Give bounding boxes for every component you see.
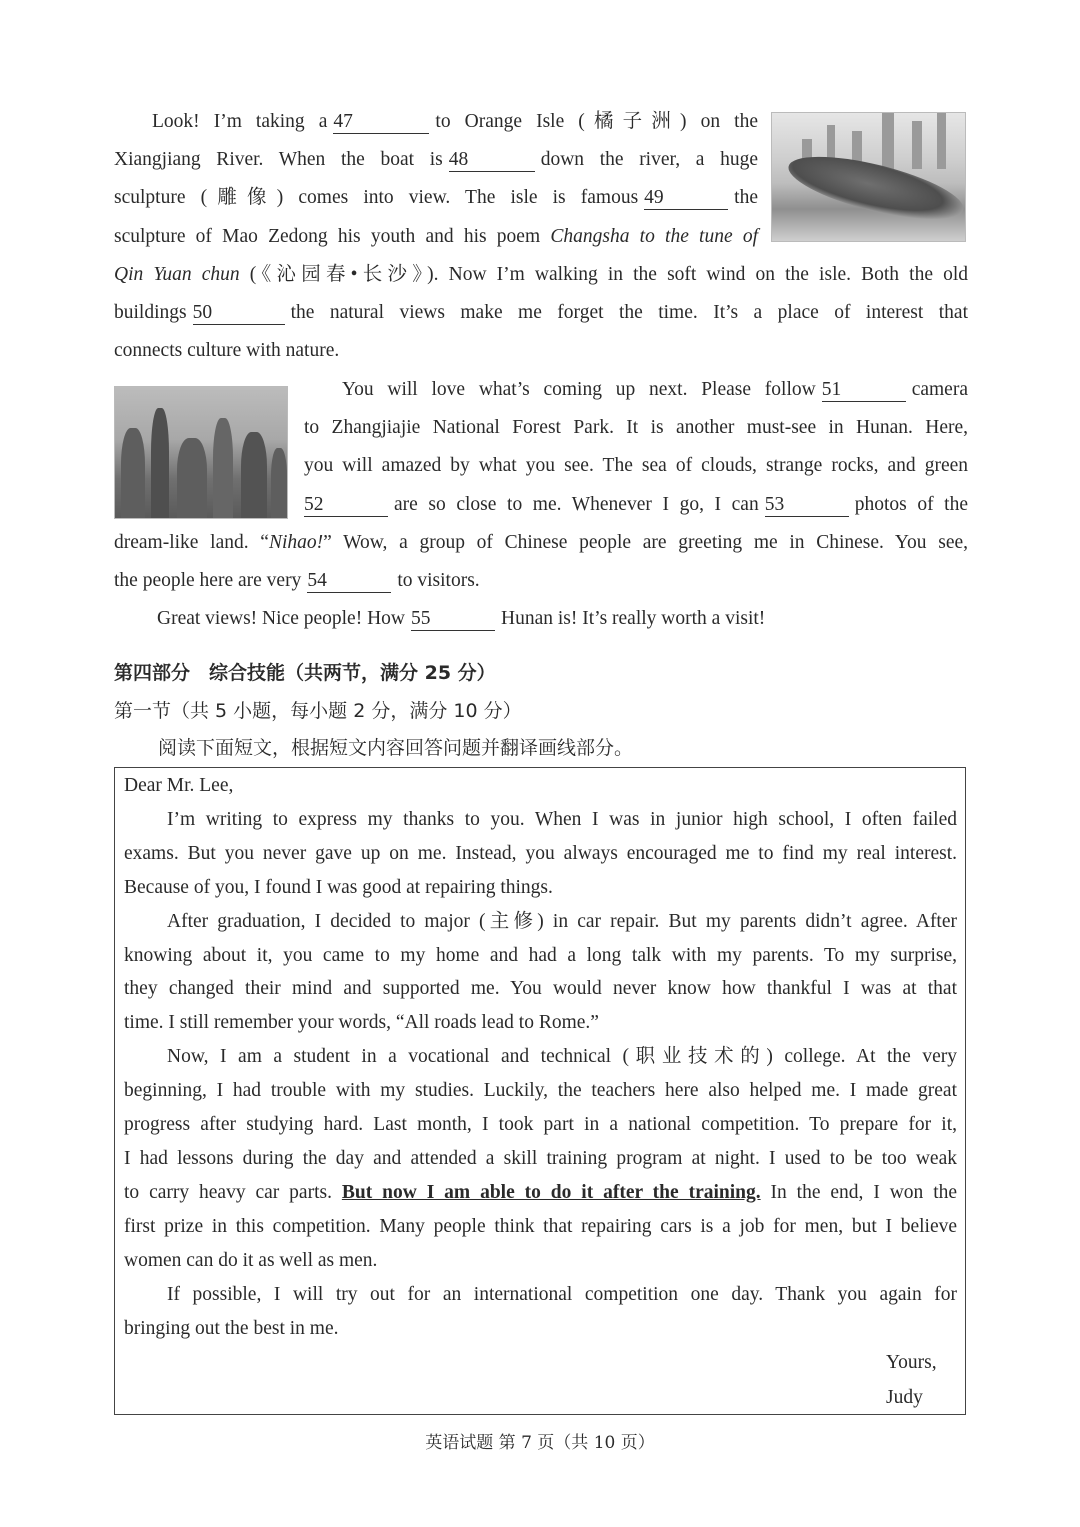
letter-body: Dear Mr. Lee, I’m writing to express my thanks to you. When I was in junior high school, I often failed exams. But you never gave up on me. Instead, you always encouraged me to find my real interest. Because of you, I found I was good at repairing things. After graduation, I decided to major (主修) in car repair. But my parents didn’t agree. After knowing about it, you came to my home and had a long talk with my parents. To my surprise, they changed their mind and supported me. You would never know how thankful I was at that time. I still remember your words, “All roads lead to Rome.” Now, I am a student in a vocational and technical (职业技术的) college. At the very beginning, I had trouble with my studies. Luckily, the teachers here also helped me. I made great progress after studying hard. Last month, I took part in a national competition. To prepare for it, I had lessons during the day and attended a skill training program at night. I used to be too weak to carry heavy car parts. But now I am able to do it after the training. In the end, I won the first prize in this competition. Many people think that repairing cars is a job for men, but I believe women can do it as well as men. If possible, I will try out for an international competition one day. Thank you again for bringing out the best in me. (124, 769, 957, 1345)
letter-signature: Judy (886, 1387, 923, 1408)
passage-paragraph-1: Look! I’m taking a 47 to Orange Isle (橘子洲) on the Xiangjiang River. When the boat is 48 down the river, a huge sculpture (雕像) comes into view. The isle is famous 49 the sculpture of Mao Zedong his youth and his poem Changsha to the tune of (114, 111, 759, 247)
page-footer: 英语试题 第 7 页（共 10 页） (425, 1433, 655, 1453)
underlined-sentence: But now I am able to do it after the training. (341, 1181, 761, 1203)
blank-49: 49 (644, 187, 728, 210)
blank-47: 47 (333, 111, 429, 134)
blank-52: 52 (304, 494, 388, 517)
passage-paragraph-1-cont: Qin Yuan chun (《沁园春•长沙》). Now I’m walking in the soft wind on the isle. Both the old buildings 50 the natural views make me forget the time. It’s a place of interest that connects culture with nature. (114, 264, 968, 362)
blank-48: 48 (449, 149, 535, 172)
reading-instruction: 阅读下面短文，根据短文内容回答问题并翻译画线部分。 (158, 737, 634, 759)
orange-isle-photo (771, 112, 966, 242)
part-four-title: 第四部分 综合技能（共两节，满分 25 分） (114, 662, 496, 684)
section-one-title: 第一节（共 5 小题，每小题 2 分，满分 10 分） (114, 700, 522, 722)
letter-greeting: Dear Mr. Lee, (124, 775, 234, 796)
blank-51: 51 (822, 379, 906, 402)
blank-54: 54 (307, 570, 391, 593)
blank-50: 50 (193, 302, 285, 325)
blank-55: 55 (411, 608, 495, 631)
zhangjiajie-photo (114, 386, 288, 519)
passage-paragraph-2-cont: dream-like land. “Nihao!” Wow, a group of Chinese people are greeting me in Chinese. You see, the people here are very 54 to visitors. Great views! Nice people! How 55 Hunan is! It’s really worth a visit! (114, 532, 968, 630)
passage-paragraph-2: You will love what’s coming up next. Please follow 51 camera to Zhangjiajie National Forest Park. It is another must-see in Hunan. Here, you will amazed by what you see. The sea of clouds, strange rocks, and green 52 are so close to me. Whenever I go, I can 53 photos of the (304, 379, 969, 515)
letter-closing: Yours, (886, 1352, 937, 1373)
blank-53: 53 (765, 494, 849, 517)
